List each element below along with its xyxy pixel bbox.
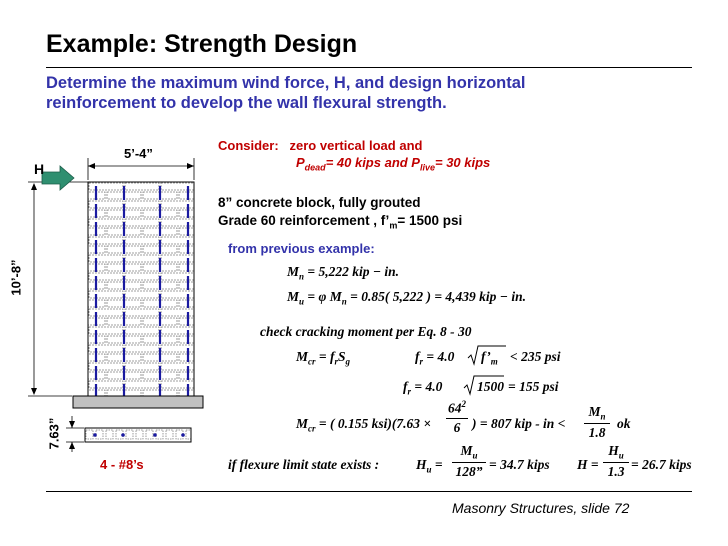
force-arrow-icon xyxy=(42,166,74,190)
cracking-check-text: check cracking moment per Eq. 8 - 30 xyxy=(260,324,472,339)
section-modulus-fraction: $64^2$ 6 xyxy=(448,399,466,435)
footer-rule xyxy=(46,491,692,492)
previous-example-label: from previous example: xyxy=(228,241,375,256)
reinforcement-description: Grade 60 reinforcement , $f’_m= 1500$ psi xyxy=(218,213,463,231)
equation-mu: $M_u = \varphi$ $M_n = 0.85$( 5,222 ) = 4,439 kip − in. xyxy=(287,289,526,307)
load-values: $P_{dead}= 40$ kips and $P_{live}= 30$ kips xyxy=(296,155,491,173)
fr-radicand: $f’_m$ xyxy=(481,349,498,367)
problem-statement-line2: reinforcement to develop the wall flexural strength. xyxy=(46,94,447,112)
hu-result: = 34.7 kips xyxy=(489,457,550,472)
thickness-label: 7.63” xyxy=(46,417,62,450)
h-fraction: $H_u$ 1.3 xyxy=(603,443,629,480)
problem-statement-line1: Determine the maximum wind force, H, and design horizontal xyxy=(46,74,526,92)
rebar-label: 4 - #8’s xyxy=(100,457,144,472)
masonry-wall xyxy=(88,182,194,396)
equation-hu: $H_u$ = xyxy=(416,457,443,475)
wall-height-label: 10’-8” xyxy=(8,259,24,296)
equation-fr-numeric: $f_r = 4.0$ xyxy=(403,379,443,397)
h-result: = 26.7 kips xyxy=(631,457,692,472)
wall-plan-section xyxy=(85,428,191,442)
mn-over-phi-fraction: $M_n$ 1.8 xyxy=(584,404,610,441)
consider-line: Consider: zero vertical load and xyxy=(218,138,423,153)
fr-numeric-result: = 155 psi xyxy=(508,379,559,394)
mcr-result: ) = 807 kip - in < xyxy=(472,416,566,431)
equation-h: H = xyxy=(577,457,599,472)
slide-footer: Masonry Structures, slide 72 xyxy=(452,500,630,516)
equation-mn: $M_n = 5,222$ kip − in. xyxy=(287,264,400,282)
ok-label: ok xyxy=(617,416,631,431)
slide-title: Example: Strength Design xyxy=(46,30,358,58)
hu-fraction: $M_u$ 128” xyxy=(452,443,486,480)
fr-limit: < 235 psi xyxy=(510,349,561,364)
wall-width-label: 5’-4” xyxy=(124,146,153,161)
equation-fr: $f_r = 4.0$ xyxy=(415,349,455,367)
equation-mcr: $M_{cr} = f_rS_g$ xyxy=(296,349,350,367)
equation-mcr-numeric: $M_{cr}$ = ( 0.155 ksi)(7.63 × xyxy=(296,416,432,434)
fr-numeric-radicand: 1500 xyxy=(477,379,504,394)
footing xyxy=(73,396,203,408)
flexure-limit-text: if flexure limit state exists : xyxy=(228,457,380,472)
block-description: 8” concrete block, fully grouted xyxy=(218,195,421,210)
force-label: H xyxy=(34,161,45,177)
